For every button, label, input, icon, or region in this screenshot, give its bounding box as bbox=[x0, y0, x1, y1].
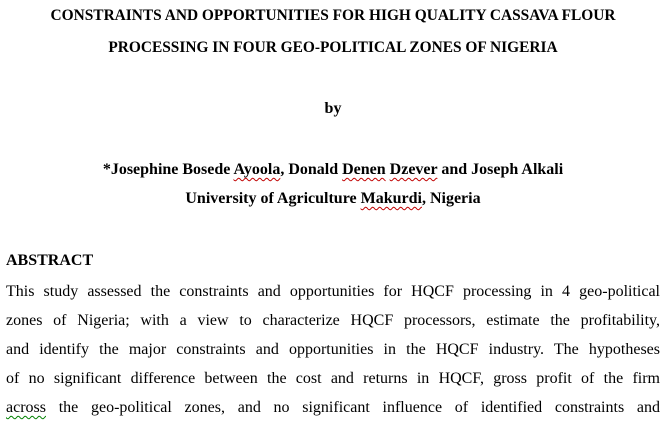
abstract-line: zones of Nigeria; with a view to characterize HQCF processors, estimate the profitability, bbox=[6, 312, 660, 329]
byline: by bbox=[324, 100, 342, 117]
author-surname-misspelled: Dzever bbox=[389, 161, 438, 178]
abstract-line: This study assessed the constraints and opportunities for HQCF processing in 4 geo-political bbox=[6, 283, 660, 300]
affiliation: University of Agriculture Makurdi, Nigeria bbox=[185, 190, 481, 207]
abstract-line: across the geo-political zones, and no significant influence of identified constraints and bbox=[6, 399, 660, 416]
abstract-heading: ABSTRACT bbox=[6, 252, 94, 269]
author-text: and Joseph Alkali bbox=[437, 161, 564, 178]
grammar-flagged-word: across bbox=[6, 399, 46, 416]
author-list bbox=[0, 160, 666, 180]
author-text: *Josephine Bosede bbox=[102, 161, 234, 178]
abstract-line: of no significant difference between the cost and returns in HQCF, gross profit of the firm bbox=[6, 370, 660, 387]
paper-title-line-1: CONSTRAINTS AND OPPORTUNITIES FOR HIGH QUALITY CASSAVA FLOUR bbox=[50, 7, 616, 24]
affiliation-city-misspelled: Makurdi bbox=[360, 190, 422, 207]
author-surname-misspelled: Ayoola bbox=[233, 161, 281, 178]
author-name-misspelled: Denen bbox=[342, 161, 386, 178]
abstract-line: and identify the major constraints and opportunities in the HQCF industry. The hypotheses bbox=[6, 341, 660, 358]
paper-title-line-2: PROCESSING IN FOUR GEO-POLITICAL ZONES OF NIGERIA bbox=[108, 39, 558, 56]
author-text: , Donald bbox=[280, 161, 343, 178]
